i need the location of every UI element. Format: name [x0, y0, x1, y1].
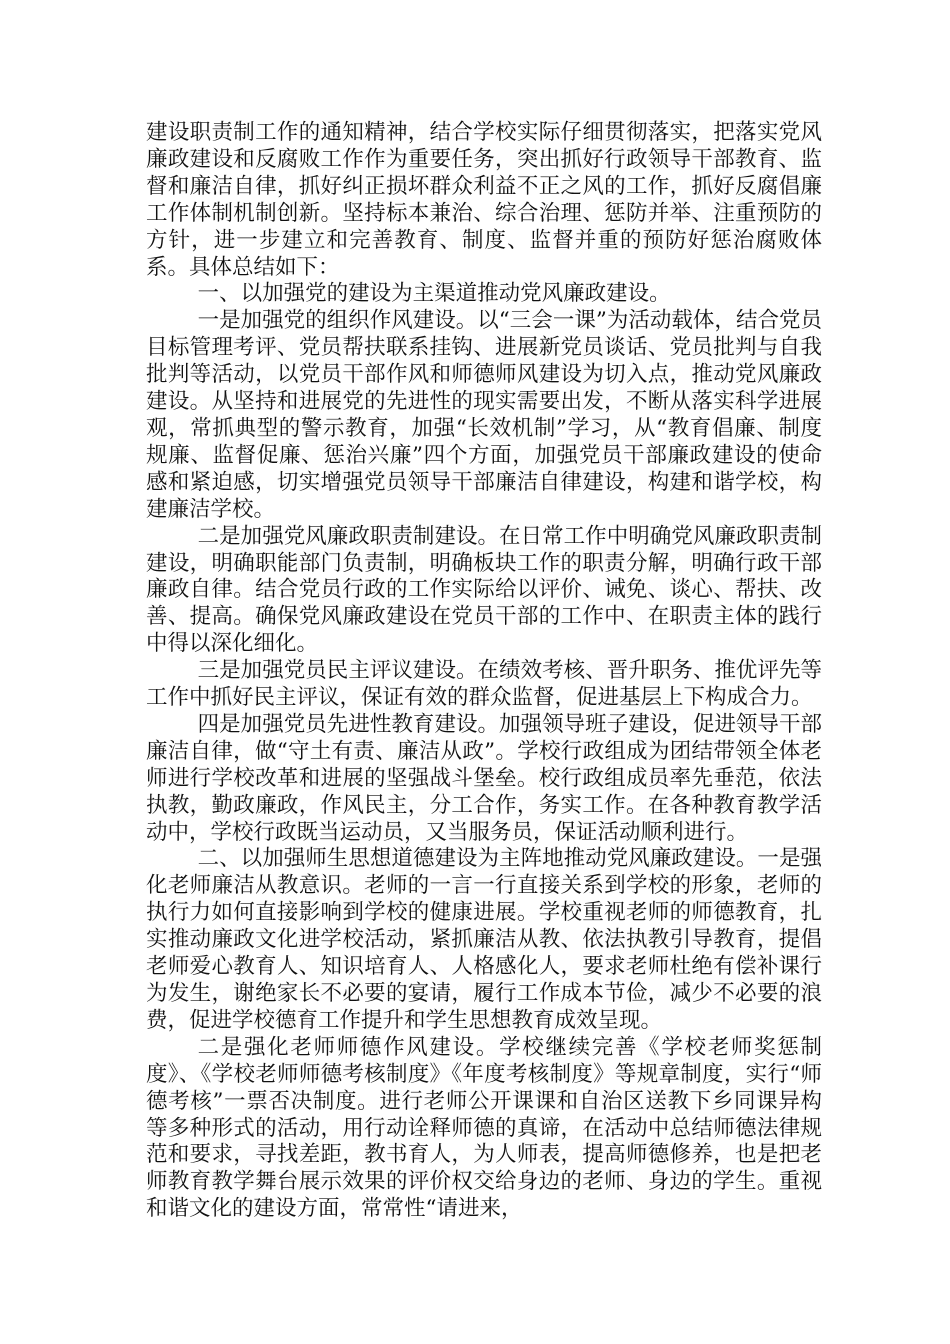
paragraph-teacher-style: 二是强化老师师德作风建设。学校继续完善《学校老师奖惩制度》、《学校老师师德考核制度》《年度考核制度》等规章制度，实行“师德考核”一票否决制度。进行老师公开课课和自治区送教下乡同课异构等多种形式的活动，用行动诠释师德的真谛，在活动中总结师德法律规范和要求，寻找差距，教书育人，为人师表，提高师德修养，也是把老师教育教学舞台展示效果的评价权交给身边的老师、身边的学生。重视和谐文化的建设方面，常常性“请进来，: [146, 1034, 822, 1222]
paragraph-responsibility-system: 二是加强党风廉政职责制建设。在日常工作中明确党风廉政职责制建设，明确职能部门负责制，明确板块工作的职责分解，明确行政干部廉政自律。结合党员行政的工作实际给以评价、诫免、谈心、帮扶、改善、提高。确保党风廉政建设在党员干部的工作中、在职责主体的践行中得以深化细化。: [146, 523, 822, 657]
paragraph-democratic-review: 三是加强党员民主评议建设。在绩效考核、晋升职务、推优评先等工作中抓好民主评议，保证有效的群众监督，促进基层上下构成合力。: [146, 658, 822, 711]
paragraph-advanced-education: 四是加强党员先进性教育建设。加强领导班子建设，促进领导干部廉洁自律，做“守土有责、廉洁从政”。学校行政组成为团结带领全体老师进行学校改革和进展的坚强战斗堡垒。校行政组成员率先垂范，依法执教，勤政廉政，作风民主，分工合作，务实工作。在各种教育教学活动中，学校行政既当运动员，又当服务员，保证活动顺利进行。: [146, 711, 822, 845]
paragraph-organization-style: 一是加强党的组织作风建设。以“三会一课”为活动载体，结合党员目标管理考评、党员帮扶联系挂钩、进展新党员谈话、党员批判与自我批判等活动，以党员干部作风和师德师风建设为切入点，推动党风廉政建设。从坚持和进展党的先进性的现实需要出发，不断从落实科学进展观，常抓典型的警示教育，加强“长效机制”学习，从“教育倡廉、制度规廉、监督促廉、惩治兴廉”四个方面，加强党员干部廉政建设的使命感和紧迫感，切实增强党员领导干部廉洁自律建设，构建和谐学校，构建廉洁学校。: [146, 308, 822, 522]
section-heading-party-building: 一、以加强党的建设为主渠道推动党风廉政建设。: [197, 281, 671, 307]
paragraph-intro: 建设职责制工作的通知精神，结合学校实际仔细贯彻落实，把落实党风廉政建设和反腐败工作作为重要任务，突出抓好行政领导干部教育、监督和廉洁自律，抓好纠正损坏群众利益不正之风的工作，抓好反腐倡廉工作体制机制创新。坚持标本兼治、综合治理、惩防并举、注重预防的方针，进一步建立和完善教育、制度、监督并重的预防好惩治腐败体系。具体总结如下：: [146, 120, 822, 280]
paragraph-teacher-ethics-section: 二、以加强师生思想道德建设为主阵地推动党风廉政建设。一是强化老师廉洁从教意识。老师的一言一行直接关系到学校的形象，老师的执行力如何直接影响到学校的健康进展。学校重视老师的师德教育，扎实推动廉政文化进学校活动，紧抓廉洁从教、依法执教引导教育，提倡老师爱心教育人、知识培育人、人格感化人，要求老师杜绝有偿补课行为发生，谢绝家长不必要的宴请，履行工作成本节俭，减少不必要的浪费，促进学校德育工作提升和学生思想教育成效呈现。: [146, 846, 822, 1033]
document-body: [146, 120, 822, 1223]
